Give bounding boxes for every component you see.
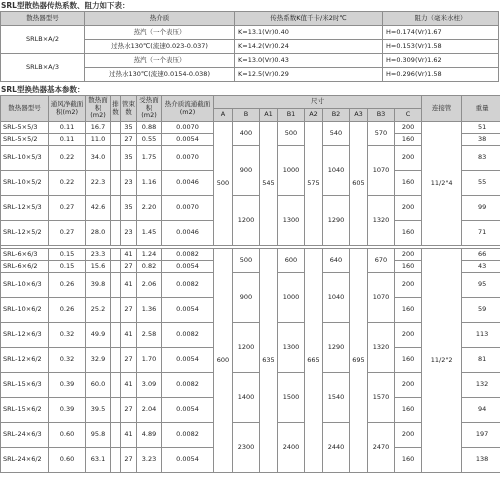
dim-c: 200 — [395, 273, 422, 298]
tubes-cell: 27 — [121, 398, 137, 423]
resistance-cell: H=0.174(Vr)1.67 — [383, 26, 499, 40]
tubes-cell: 35 — [121, 196, 137, 221]
model-cell: SRL-6×6/3 — [1, 249, 49, 261]
tubes-cell: 27 — [121, 298, 137, 323]
dim-b: 900 — [233, 273, 260, 323]
medium-cell: 3.23 — [137, 448, 162, 473]
weight-cell: 95 — [462, 273, 500, 298]
rows-cell — [111, 323, 121, 348]
area-cell: 0.26 — [49, 273, 86, 298]
medium-cell: 0.88 — [137, 122, 162, 134]
dim-c: 160 — [395, 298, 422, 323]
table-row — [1, 54, 499, 68]
rows-cell — [111, 423, 121, 448]
model-cell: SRL-15×6/2 — [1, 398, 49, 423]
area-cell: 0.60 — [49, 423, 86, 448]
col-b: B — [233, 109, 260, 122]
col-a2: A2 — [305, 109, 323, 122]
flow-cell: 0.0070 — [162, 122, 214, 134]
medium-cell: 1.36 — [137, 298, 162, 323]
rows-cell — [111, 298, 121, 323]
medium-cell: 1.75 — [137, 146, 162, 171]
medium-cell: 1.24 — [137, 249, 162, 261]
resistance-cell: H=0.309(Vr)1.62 — [383, 54, 499, 68]
col-medium-area: 受热面积(m2) — [137, 96, 162, 122]
flow-cell: 0.0082 — [162, 249, 214, 261]
model-cell: SRL-12×5/3 — [1, 196, 49, 221]
col-a: A — [214, 109, 233, 122]
dim-c: 160 — [395, 261, 422, 273]
col-medium: 热介质 — [85, 12, 235, 26]
rows-cell — [111, 249, 121, 261]
col-b1: B1 — [278, 109, 305, 122]
weight-cell: 197 — [462, 423, 500, 448]
col-heat-area: 散热面积(m2) — [86, 96, 111, 122]
col-size: 尺寸 — [214, 96, 422, 109]
rows-cell — [111, 171, 121, 196]
heat-cell: 42.6 — [86, 196, 111, 221]
dim-b3: 1320 — [368, 323, 395, 373]
pipe-cell: 11/2"2 — [422, 249, 462, 473]
col-tubes: 管束数 — [121, 96, 137, 122]
dim-c: 200 — [395, 122, 422, 134]
rows-cell — [111, 134, 121, 146]
col-c: C — [395, 109, 422, 122]
area-cell: 0.39 — [49, 373, 86, 398]
dim-b1: 1000 — [278, 146, 305, 196]
medium-cell: 2.06 — [137, 273, 162, 298]
area-cell: 0.11 — [49, 122, 86, 134]
heat-cell: 39.5 — [86, 398, 111, 423]
heat-cell: 11.0 — [86, 134, 111, 146]
rows-cell — [111, 221, 121, 246]
model-cell: SRL-10×5/2 — [1, 171, 49, 196]
dim-b1: 1300 — [278, 196, 305, 246]
dim-b1: 1300 — [278, 323, 305, 373]
table-row — [1, 122, 500, 134]
col-a1: A1 — [260, 109, 278, 122]
dim-c: 200 — [395, 249, 422, 261]
dim-a1: 545 — [260, 122, 278, 246]
heat-cell: 22.3 — [86, 171, 111, 196]
medium-cell: 1.70 — [137, 348, 162, 373]
rows-cell — [111, 146, 121, 171]
heat-cell: 60.0 — [86, 373, 111, 398]
flow-cell: 0.0082 — [162, 423, 214, 448]
area-cell: 0.32 — [49, 323, 86, 348]
table-row — [1, 249, 500, 261]
dim-c: 160 — [395, 134, 422, 146]
dim-c: 200 — [395, 323, 422, 348]
model-cell: SRL-5×5/3 — [1, 122, 49, 134]
area-cell: 0.22 — [49, 171, 86, 196]
model-cell: SRLB×A/2 — [1, 26, 85, 54]
dim-c: 200 — [395, 423, 422, 448]
flow-cell: 0.0046 — [162, 171, 214, 196]
col-model: 散热器型号 — [1, 12, 85, 26]
model-cell: SRL-12×6/3 — [1, 323, 49, 348]
heat-cell: 95.8 — [86, 423, 111, 448]
flow-cell: 0.0082 — [162, 273, 214, 298]
area-cell: 0.15 — [49, 249, 86, 261]
model-cell: SRL-10×5/3 — [1, 146, 49, 171]
dim-b: 400 — [233, 122, 260, 146]
k-cell: K=14.2(Vr)0.24 — [235, 40, 383, 54]
dim-b1: 500 — [278, 122, 305, 146]
dim-b: 2300 — [233, 423, 260, 473]
heat-cell: 63.1 — [86, 448, 111, 473]
dim-a3: 605 — [350, 122, 368, 246]
model-cell: SRL-5×5/2 — [1, 134, 49, 146]
flow-cell: 0.0046 — [162, 221, 214, 246]
dim-b1: 2400 — [278, 423, 305, 473]
area-cell: 0.27 — [49, 221, 86, 246]
heat-cell: 34.0 — [86, 146, 111, 171]
tubes-cell: 27 — [121, 448, 137, 473]
tubes-cell: 41 — [121, 423, 137, 448]
tubes-cell: 35 — [121, 146, 137, 171]
area-cell: 0.11 — [49, 134, 86, 146]
medium-cell: 4.89 — [137, 423, 162, 448]
dim-b: 900 — [233, 146, 260, 196]
weight-cell: 138 — [462, 448, 500, 473]
medium-cell: 2.04 — [137, 398, 162, 423]
dim-b: 1200 — [233, 323, 260, 373]
model-cell: SRLB×A/3 — [1, 54, 85, 82]
col-pipe: 连接管 — [422, 96, 462, 122]
dim-a3: 695 — [350, 249, 368, 473]
dim-a1: 635 — [260, 249, 278, 473]
flow-cell: 0.0082 — [162, 323, 214, 348]
dim-c: 160 — [395, 448, 422, 473]
model-cell: SRL-10×6/2 — [1, 298, 49, 323]
weight-cell: 113 — [462, 323, 500, 348]
dim-c: 160 — [395, 221, 422, 246]
heat-cell: 15.6 — [86, 261, 111, 273]
dim-a: 600 — [214, 249, 233, 473]
col-k: 传热系数K值千卡/米2时℃ — [235, 12, 383, 26]
dim-b3: 2470 — [368, 423, 395, 473]
dim-b1: 1000 — [278, 273, 305, 323]
dim-a: 500 — [214, 122, 233, 246]
dim-c: 200 — [395, 196, 422, 221]
medium-cell: 过热水130℃(流速0.023-0.037) — [85, 40, 235, 54]
model-cell: SRL-24×6/2 — [1, 448, 49, 473]
tubes-cell: 41 — [121, 373, 137, 398]
area-cell: 0.39 — [49, 398, 86, 423]
k-cell: K=13.0(Vr)0.43 — [235, 54, 383, 68]
medium-cell: 2.20 — [137, 196, 162, 221]
dim-b2: 2440 — [323, 423, 350, 473]
dim-b: 500 — [233, 249, 260, 273]
model-cell: SRL-15×6/3 — [1, 373, 49, 398]
rows-cell — [111, 398, 121, 423]
dim-c: 200 — [395, 373, 422, 398]
dim-b2: 640 — [323, 249, 350, 273]
area-cell: 0.26 — [49, 298, 86, 323]
rows-cell — [111, 273, 121, 298]
area-cell: 0.22 — [49, 146, 86, 171]
medium-cell: 1.45 — [137, 221, 162, 246]
weight-cell: 38 — [462, 134, 500, 146]
medium-cell: 过热水130℃(流速0.0154-0.038) — [85, 68, 235, 82]
flow-cell: 0.0054 — [162, 348, 214, 373]
dim-b: 1200 — [233, 196, 260, 246]
rows-cell — [111, 196, 121, 221]
area-cell: 0.32 — [49, 348, 86, 373]
dim-a2: 665 — [305, 249, 323, 473]
dim-b3: 670 — [368, 249, 395, 273]
weight-cell: 81 — [462, 348, 500, 373]
dim-b2: 1040 — [323, 273, 350, 323]
area-cell: 0.60 — [49, 448, 86, 473]
col-a3: A3 — [350, 109, 368, 122]
weight-cell: 99 — [462, 196, 500, 221]
col-flow-area: 热介质流通截面(m2) — [162, 96, 214, 122]
col-area: 通风净截面积(m2) — [49, 96, 86, 122]
dim-b2: 1290 — [323, 323, 350, 373]
model-cell: SRL-10×6/3 — [1, 273, 49, 298]
model-cell: SRL-12×6/2 — [1, 348, 49, 373]
flow-cell: 0.0070 — [162, 196, 214, 221]
medium-cell: 2.58 — [137, 323, 162, 348]
model-cell: SRL-12×5/2 — [1, 221, 49, 246]
flow-cell: 0.0070 — [162, 146, 214, 171]
weight-cell: 55 — [462, 171, 500, 196]
parameters-table — [0, 95, 500, 473]
dim-c: 160 — [395, 398, 422, 423]
rows-cell — [111, 122, 121, 134]
area-cell: 0.15 — [49, 261, 86, 273]
dim-b2: 1290 — [323, 196, 350, 246]
dim-c: 160 — [395, 348, 422, 373]
rows-cell — [111, 373, 121, 398]
tubes-cell: 23 — [121, 171, 137, 196]
rows-cell — [111, 261, 121, 273]
col-b2: B2 — [323, 109, 350, 122]
weight-cell: 94 — [462, 398, 500, 423]
pipe-cell: 11/2"4 — [422, 122, 462, 246]
medium-cell: 蒸汽（一个表压） — [85, 54, 235, 68]
tubes-cell: 27 — [121, 134, 137, 146]
weight-cell: 83 — [462, 146, 500, 171]
tubes-cell: 35 — [121, 122, 137, 134]
flow-cell: 0.0082 — [162, 373, 214, 398]
dim-c: 160 — [395, 171, 422, 196]
model-cell: SRL-6×6/2 — [1, 261, 49, 273]
medium-cell: 3.09 — [137, 373, 162, 398]
col-model: 散热器型号 — [1, 96, 49, 122]
dim-b2: 1540 — [323, 373, 350, 423]
dim-b: 1400 — [233, 373, 260, 423]
heat-cell: 39.8 — [86, 273, 111, 298]
flow-cell: 0.0054 — [162, 298, 214, 323]
medium-cell: 1.16 — [137, 171, 162, 196]
table1-title: SRL型散热器传热系数、阻力如下表： — [1, 1, 130, 10]
col-rows: 排数 — [111, 96, 121, 122]
col-b3: B3 — [368, 109, 395, 122]
medium-cell: 0.82 — [137, 261, 162, 273]
tubes-cell: 23 — [121, 221, 137, 246]
tubes-cell: 27 — [121, 348, 137, 373]
flow-cell: 0.0054 — [162, 398, 214, 423]
k-cell: K=13.1(Vr)0.40 — [235, 26, 383, 40]
dim-c: 200 — [395, 146, 422, 171]
tubes-cell: 27 — [121, 261, 137, 273]
tubes-cell: 41 — [121, 323, 137, 348]
col-weight: 重量 — [462, 96, 500, 122]
flow-cell: 0.0054 — [162, 448, 214, 473]
table-row — [1, 26, 499, 40]
weight-cell: 66 — [462, 249, 500, 261]
dim-b3: 1070 — [368, 146, 395, 196]
heat-cell: 16.7 — [86, 122, 111, 134]
resistance-cell: H=0.153(Vr)1.58 — [383, 40, 499, 54]
heat-cell: 25.2 — [86, 298, 111, 323]
dim-b3: 1320 — [368, 196, 395, 246]
heat-cell: 23.3 — [86, 249, 111, 261]
weight-cell: 51 — [462, 122, 500, 134]
rows-cell — [111, 348, 121, 373]
heat-transfer-table — [0, 11, 499, 82]
heat-cell: 49.9 — [86, 323, 111, 348]
flow-cell: 0.0054 — [162, 261, 214, 273]
k-cell: K=12.5(Vr)0.29 — [235, 68, 383, 82]
heat-cell: 28.0 — [86, 221, 111, 246]
tubes-cell: 41 — [121, 249, 137, 261]
medium-cell: 蒸汽（一个表压） — [85, 26, 235, 40]
dim-b2: 540 — [323, 122, 350, 146]
table2-title: SRL型换热器基本参数： — [1, 85, 85, 94]
col-resistance: 阻力（毫米水柱） — [383, 12, 499, 26]
weight-cell: 43 — [462, 261, 500, 273]
weight-cell: 59 — [462, 298, 500, 323]
resistance-cell: H=0.296(Vr)1.58 — [383, 68, 499, 82]
dim-b3: 1070 — [368, 273, 395, 323]
flow-cell: 0.0054 — [162, 134, 214, 146]
model-cell: SRL-24×6/3 — [1, 423, 49, 448]
dim-b3: 570 — [368, 122, 395, 146]
dim-b3: 1570 — [368, 373, 395, 423]
medium-cell: 0.55 — [137, 134, 162, 146]
weight-cell: 71 — [462, 221, 500, 246]
dim-b1: 1500 — [278, 373, 305, 423]
area-cell: 0.27 — [49, 196, 86, 221]
heat-cell: 32.9 — [86, 348, 111, 373]
dim-b1: 600 — [278, 249, 305, 273]
dim-a2: 575 — [305, 122, 323, 246]
dim-b2: 1040 — [323, 146, 350, 196]
weight-cell: 132 — [462, 373, 500, 398]
rows-cell — [111, 448, 121, 473]
tubes-cell: 41 — [121, 273, 137, 298]
